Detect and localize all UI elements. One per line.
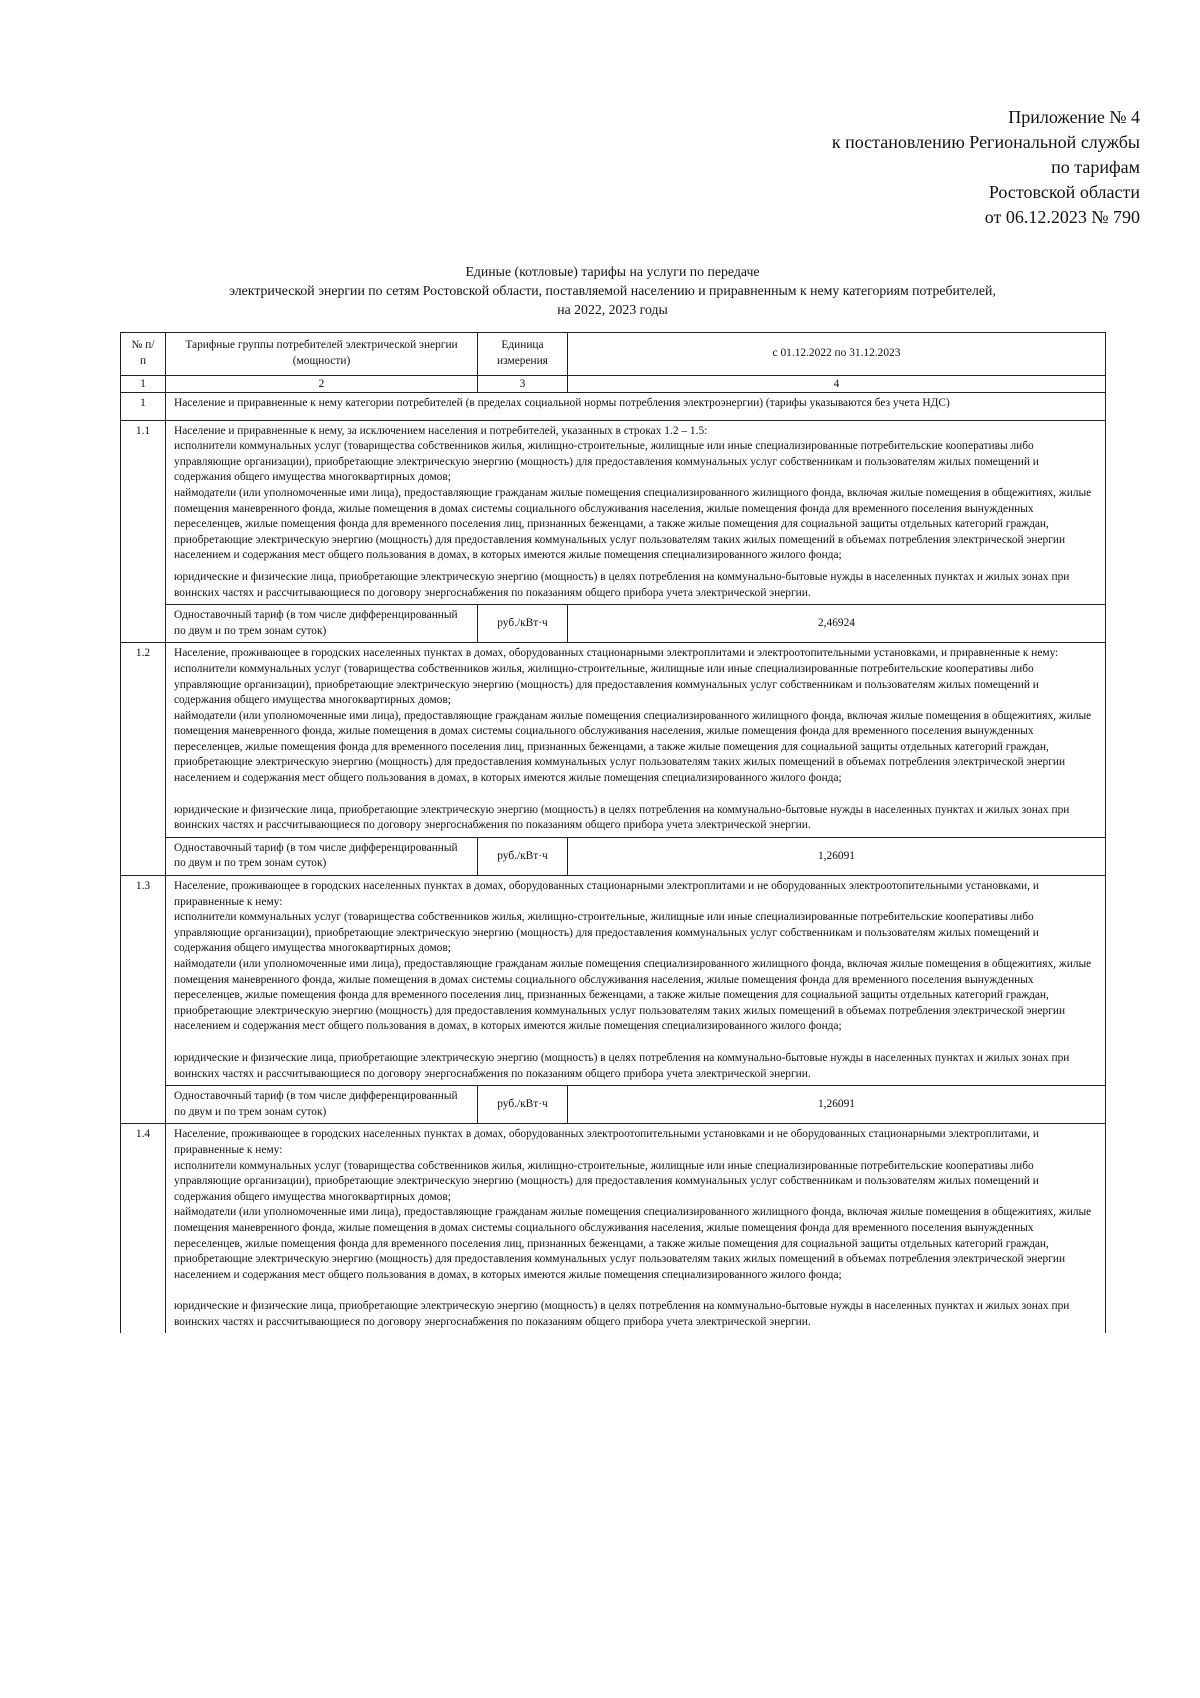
- table-row: [121, 1124, 1106, 1334]
- row-number: 1.2: [121, 643, 166, 876]
- document-header: [832, 105, 1140, 230]
- row-legal: юридические и физические лица, приобретающие электрическую энергию (мощность) в целях потребления на коммунально-бытовые нужды в населенных пунктах и жилых зонах при воинских частях и рассчитывающиеся по договору энергоснабжения по показаниям общего прибора учета электрической энергии.: [174, 570, 1070, 599]
- table-row: [121, 643, 1106, 838]
- table-row: [121, 393, 1106, 421]
- table-row: [121, 876, 1106, 1086]
- table-index-row: [121, 376, 1106, 393]
- table-row: [121, 420, 1106, 605]
- header-appendix: Приложение № 4: [1008, 107, 1140, 127]
- col-header-number: № п/п: [121, 333, 166, 376]
- row-intro: Население и приравненные к нему, за исключением населения и потребителей, указанных в строках 1.2 – 1.5:: [174, 424, 708, 437]
- row-intro: Население, проживающее в городских населенных пунктах в домах, оборудованных электроотопительными установками и не оборудованных стационарными электроплитами, и приравненные к нему:: [174, 1128, 1039, 1156]
- index-cell: 3: [478, 376, 568, 393]
- row-description: [166, 876, 1106, 1086]
- row-executors: исполнители коммунальных услуг (товарищества собственников жилья, жилищно-строительные, жилищные или иные специализированные потребительские кооперативы либо управляющие организации), приобретающие электрическую энергию (мощность) для предоставления коммунальных услуг собственникам и пользователям жилых помещений и содержания общего имущества многоквартирных домов;: [174, 911, 1039, 955]
- title-line-3: на 2022, 2023 годы: [557, 302, 668, 317]
- index-cell: 1: [121, 376, 166, 393]
- row-number: 1.3: [121, 876, 166, 1124]
- header-date-number: от 06.12.2023 № 790: [984, 207, 1140, 227]
- index-cell: 4: [568, 376, 1106, 393]
- tariff-label: Одноставочный тариф (в том числе дифференцированный по двум и по трем зонам суток): [166, 605, 478, 643]
- row-landlords: наймодатели (или уполномоченные ими лица), предоставляющие гражданам жилые помещения специализированного жилищного фонда, включая жилые помещения в общежитиях, жилые помещения маневренного фонда, жилые помещения в домах системы социального обслуживания населения, жилые помещения фонда для временного поселения вынужденных переселенцев, жилые помещения фонда для временного поселения лиц, признанных беженцами, а также жилые помещения для социальной защиты отдельных категорий граждан, приобретающие электрическую энергию (мощность) для предоставления коммунальных услуг пользователям таких жилых помещений в объемах потребления электрической энергии населением и содержания мест общего пользования в домах, в которых имеются жилые помещения специализированного жилого фонда;: [174, 486, 1092, 562]
- tariff-value: 2,46924: [568, 605, 1106, 643]
- row-executors: исполнители коммунальных услуг (товарищества собственников жилья, жилищно-строительные, жилищные или иные специализированные потребительские кооперативы либо управляющие организации), приобретающие электрическую энергию (мощность) для предоставления коммунальных услуг собственникам и пользователям жилых помещений и содержания общего имущества многоквартирных домов;: [174, 440, 1039, 484]
- row-legal: юридические и физические лица, приобретающие электрическую энергию (мощность) в целях потребления на коммунально-бытовые нужды в населенных пунктах и жилых зонах при воинских частях и рассчитывающиеся по договору энергоснабжения по показаниям общего прибора учета электрической энергии.: [174, 1051, 1070, 1080]
- index-cell: 2: [166, 376, 478, 393]
- table-row: [121, 1086, 1106, 1124]
- tariff-table: [120, 332, 1106, 1333]
- header-tariffs: по тарифам: [1051, 157, 1140, 177]
- tariff-unit: руб./кВт·ч: [478, 837, 568, 875]
- row-landlords: наймодатели (или уполномоченные ими лица), предоставляющие гражданам жилые помещения специализированного жилищного фонда, включая жилые помещения в общежитиях, жилые помещения маневренного фонда, жилые помещения в домах системы социального обслуживания населения, жилые помещения фонда для временного поселения вынужденных переселенцев, жилые помещения фонда для временного поселения лиц, признанных беженцами, а также жилые помещения для социальной защиты отдельных категорий граждан, приобретающие электрическую энергию (мощность) для предоставления коммунальных услуг пользователям таких жилых помещений в объемах потребления электрической энергии населением и содержания мест общего пользования в домах, в которых имеются жилые помещения специализированного жилого фонда;: [174, 709, 1092, 785]
- tariff-label: Одноставочный тариф (в том числе дифференцированный по двум и по трем зонам суток): [166, 837, 478, 875]
- title-line-1: Единые (котловые) тарифы на услуги по передаче: [465, 264, 760, 279]
- row-landlords: наймодатели (или уполномоченные ими лица), предоставляющие гражданам жилые помещения специализированного жилищного фонда, включая жилые помещения в общежитиях, жилые помещения маневренного фонда, жилые помещения в домах системы социального обслуживания населения, жилые помещения фонда для временного поселения вынужденных переселенцев, жилые помещения фонда для временного поселения лиц, признанных беженцами, а также жилые помещения для социальной защиты отдельных категорий граждан, приобретающие электрическую энергию (мощность) для предоставления коммунальных услуг пользователям таких жилых помещений в объемах потребления электрической энергии населением и содержания мест общего пользования в домах, в которых имеются жилые помещения специализированного жилого фонда;: [174, 958, 1092, 1033]
- tariff-label: Одноставочный тариф (в том числе дифференцированный по двум и по трем зонам суток): [166, 1086, 478, 1124]
- document-title: [120, 262, 1105, 319]
- row-executors: исполнители коммунальных услуг (товарищества собственников жилья, жилищно-строительные, жилищные или иные специализированные потребительские кооперативы либо управляющие организации), приобретающие электрическую энергию (мощность) для предоставления коммунальных услуг собственникам и пользователям жилых помещений и содержания общего имущества многоквартирных домов;: [174, 662, 1039, 707]
- row-text: Население и приравненные к нему категории потребителей (в пределах социальной нормы потребления электроэнергии) (тарифы указываются без учета НДС): [166, 393, 1106, 421]
- tariff-value: 1,26091: [568, 837, 1106, 875]
- row-intro: Население, проживающее в городских населенных пунктах в домах, оборудованных стационарными электроплитами и электроотопительными установками, и приравненные к нему:: [174, 647, 1059, 660]
- table-row: [121, 837, 1106, 875]
- col-header-period: с 01.12.2022 по 31.12.2023: [568, 333, 1106, 376]
- row-number: 1: [121, 393, 166, 421]
- title-line-2: электрической энергии по сетям Ростовской области, поставляемой населению и приравненным к нему категориям потребителей,: [229, 283, 996, 298]
- row-intro: Население, проживающее в городских населенных пунктах в домах, оборудованных стационарными электроплитами и не оборудованных электроотопительными установками, и приравненные к нему:: [174, 880, 1039, 908]
- table-row: [121, 605, 1106, 643]
- header-resolution: к постановлению Региональной службы: [831, 132, 1140, 152]
- row-number: 1.1: [121, 420, 166, 643]
- table-header-row: [121, 333, 1106, 376]
- header-region: Ростовской области: [988, 182, 1140, 202]
- row-executors: исполнители коммунальных услуг (товарищества собственников жилья, жилищно-строительные, жилищные или иные специализированные потребительские кооперативы либо управляющие организации), приобретающие электрическую энергию (мощность) для предоставления коммунальных услуг собственникам и пользователям жилых помещений и содержания общего имущества многоквартирных домов;: [174, 1159, 1039, 1203]
- row-legal: юридические и физические лица, приобретающие электрическую энергию (мощность) в целях потребления на коммунально-бытовые нужды в населенных пунктах и жилых зонах при воинских частях и рассчитывающиеся по договору энергоснабжения по показаниям общего прибора учета электрической энергии.: [174, 803, 1070, 832]
- tariff-unit: руб./кВт·ч: [478, 605, 568, 643]
- row-description: [166, 1124, 1106, 1334]
- col-header-unit: Единица измерения: [478, 333, 568, 376]
- row-description: [166, 643, 1106, 838]
- row-landlords: наймодатели (или уполномоченные ими лица), предоставляющие гражданам жилые помещения специализированного жилищного фонда, включая жилые помещения в общежитиях, жилые помещения маневренного фонда, жилые помещения в домах системы социального обслуживания населения, жилые помещения фонда для временного поселения вынужденных переселенцев, жилые помещения фонда для временного поселения лиц, признанных беженцами, а также жилые помещения для социальной защиты отдельных категорий граждан, приобретающие электрическую энергию (мощность) для предоставления коммунальных услуг пользователям таких жилых помещений в объемах потребления электрической энергии населением и содержания мест общего пользования в домах, в которых имеются жилые помещения специализированного жилого фонда;: [174, 1206, 1092, 1281]
- tariff-value: 1,26091: [568, 1086, 1106, 1124]
- tariff-unit: руб./кВт·ч: [478, 1086, 568, 1124]
- col-header-groups: Тарифные группы потребителей электрической энергии (мощности): [166, 333, 478, 376]
- row-number: 1.4: [121, 1124, 166, 1334]
- row-description: [166, 420, 1106, 605]
- row-legal: юридические и физические лица, приобретающие электрическую энергию (мощность) в целях потребления на коммунально-бытовые нужды в населенных пунктах и жилых зонах при воинских частях и рассчитывающиеся по договору энергоснабжения по показаниям общего прибора учета электрической энергии.: [174, 1300, 1070, 1328]
